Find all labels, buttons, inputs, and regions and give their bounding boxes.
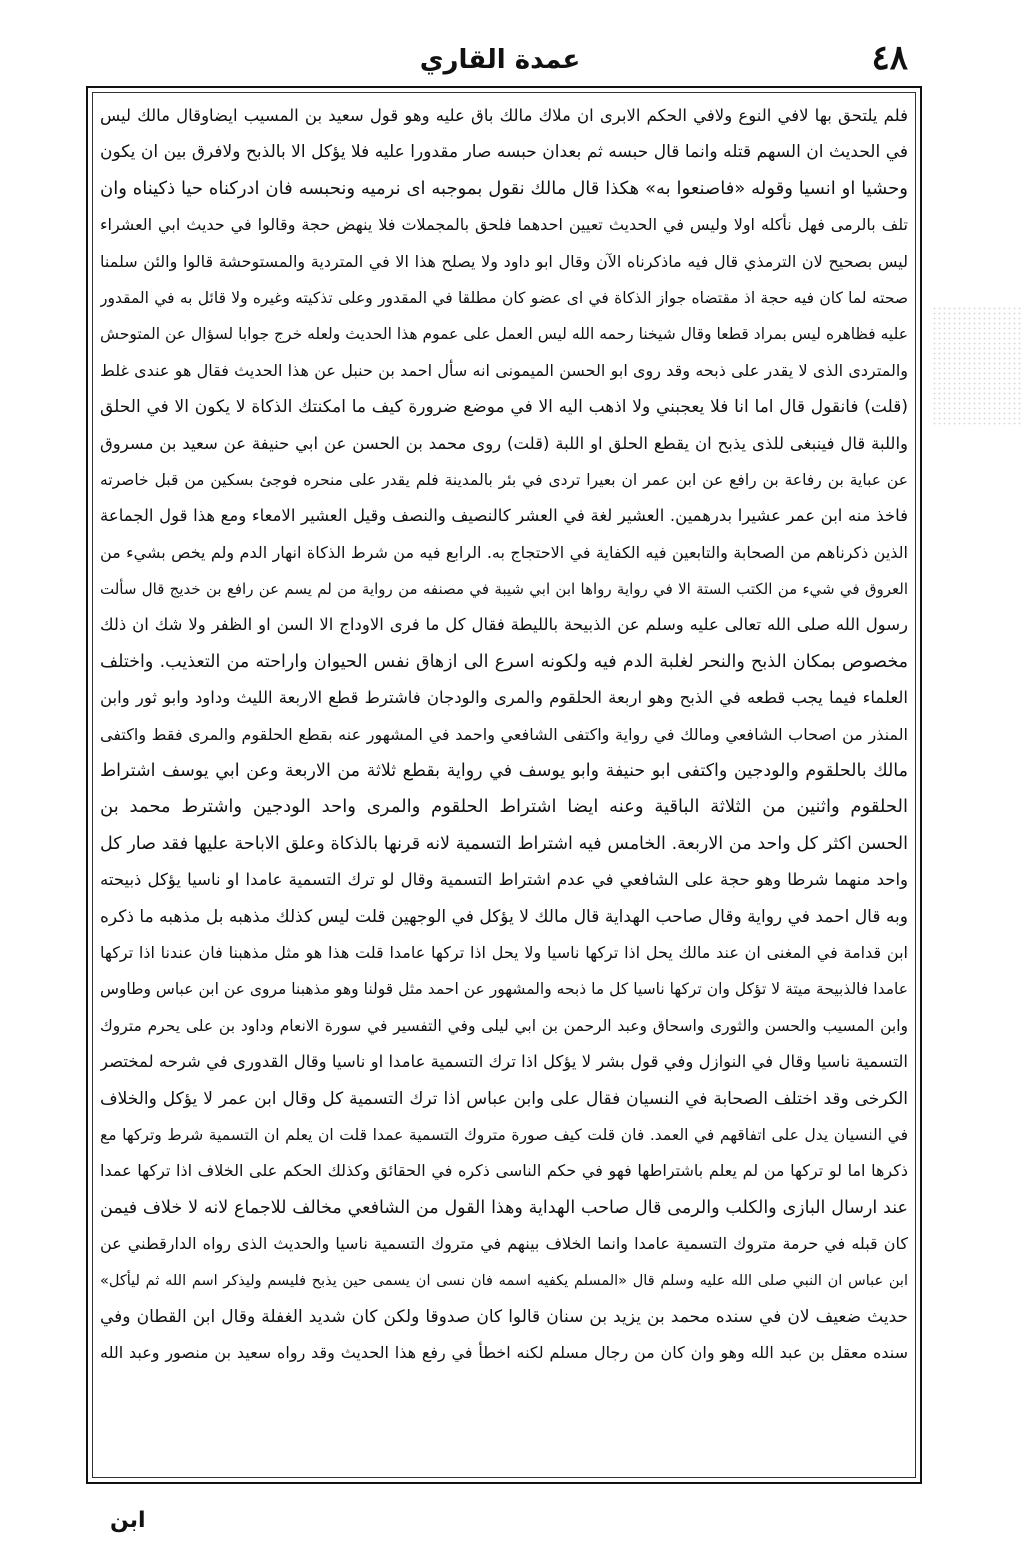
- text-line: عن عباية بن رفاعة بن رافع عن ابن عمر ان بعيرا تردى في بئر بالمدينة فلم يقدر على منحره فوجئ بسكين من قبل خاصرته: [100, 470, 908, 489]
- text-line: مخصوص بمكان الذبح والنحر لغلبة الدم فيه ولكونه اسرع الى ازهاق نفس الحيوان واراحته من التعذيب. واختلف: [100, 651, 908, 672]
- text-line: الكرخى وقد اختلف الصحابة في النسيان فقال على وابن عباس اذا ترك التسمية كل وقال ابن عمر لا يؤكل والخلاف: [100, 1088, 908, 1109]
- text-line: وحشيا او انسيا وقوله «فاصنعوا به» هكذا قال مالك نقول بموجبه اى نرميه ونحبسه فان ادركناه حيا ذكيناه وان: [100, 177, 908, 199]
- text-line: فلم يلتحق بها لافي النوع ولافي الحكم الابرى ان ملاك مالك باق عليه وهو قول سعيد بن المسيب ايضاوقال مالك ليس: [100, 106, 908, 125]
- running-title: عمدة القاري: [419, 45, 581, 75]
- text-line: التسمية ناسيا وقال في النوازل وفي قول بشر لا يؤكل اذا ترك التسمية عامدا او ناسيا وقال القدورى في شرحه لمختصر: [100, 1052, 908, 1072]
- text-line: الذين ذكرناهم من الصحابة والتابعين فيه الكفاية في الاحتجاج به. الرابع فيه من شرط الذكاة انهار الدم ولم يخص بشيء من: [100, 542, 908, 562]
- text-line: العروق في شيء من الكتب الستة الا في رواية رواها ابن ابي شيبة في مصنفه من رواية من لم يسم عن رافع بن خديج قال سألت: [100, 580, 908, 599]
- text-line: والمتردى الذى لا يقدر على ذبحه وقد روى ابو الحسن الميمونى انه سأل احمد بن حنبل عن هذا الحديث فقال هو عندى غلط: [100, 360, 908, 380]
- text-line: رسول الله صلى الله تعالى عليه وسلم عن الذبيحة بالليطة فقال كل ما فرى الاوداج الا السن او الظفر ولا شك ان ذلك: [100, 615, 908, 635]
- text-line: وبه قال احمد في رواية وقال صاحب الهداية قال مالك لا يؤكل في الوجهين قلت ليس كذلك مذهبه بل مذهبه ما ذكره: [100, 906, 908, 927]
- text-line: واحد منهما شرطا وهو حجة على الشافعي في عدم اشتراط التسمية وقال لو ترك التسمية عامدا او ناسيا يؤكل ذبيحته: [100, 870, 908, 890]
- text-line: المنذر من اصحاب الشافعي ومالك في رواية واكتفى الشافعي واحمد في المشهور عنه بقطع الحلقوم والمرى فقط واكتفى: [100, 724, 908, 744]
- text-line: مالك بالحلقوم والودجين واكتفى ابو حنيفة وابو يوسف في رواية بقطع ثلاثة من الاربعة وعن ابي يوسف اشتراط: [100, 761, 908, 782]
- text-line: ليس بصحيح لان الترمذي قال فيه ماذكرناه الآن وقال ابو داود ولا يصلح هذا الا في المتردية والمستوحشة قالوا والئن سلمنا: [100, 251, 908, 271]
- page-number: ٤٨: [871, 38, 908, 78]
- text-line: حديث ضعيف لان في سنده محمد بن يزيد بن سنان قالوا كان صدوقا ولكن كان شديد الغفلة وقال ابن القطان وفي: [100, 1306, 908, 1327]
- margin-scan-noise: [932, 306, 1022, 426]
- text-line: تلف بالرمى فهل نأكله اولا وليس في الحديث تعيين احدهما فلحق بالمجملات فلا ينهض حجة وقالوا في حديث ابي العشراء: [100, 215, 908, 235]
- catchword: ابن: [110, 1508, 146, 1533]
- page-header: [80, 28, 920, 88]
- text-line: ذكرها اما لو تركها من لم يعلم باشتراطها فهو في حكم الناسى ذكره في الحقائق وكذلك الحكم على الخلاف اذا تركها عمدا: [100, 1161, 908, 1181]
- text-line: عامدا فالذبيحة ميتة لا تؤكل وان تركها ناسيا كل ما ذبحه والمشهور عن احمد مثل قولنا وهو مذهبنا مروى عن ابن عباس وطاوس: [100, 980, 908, 999]
- text-line: في الحديث ان السهم قتله وانما قال حبسه ثم بعدان حبسه صار مقدورا عليه فلا يؤكل الا بالذبح ولافرق بين ان يكون: [100, 142, 908, 163]
- text-line: واللبة قال فينبغى للذى يذبح ان يقطع الحلق او اللبة (قلت) روى محمد بن الحسن عن ابي حنيفة عن سعيد بن مسروق: [100, 433, 908, 453]
- text-line: سنده معقل بن عبد الله وهو وان كان من رجال مسلم لكنه اخطأ في رفع هذا الحديث وقد رواه سعيد بن منصور وعبد الله: [100, 1343, 908, 1363]
- body-text: [100, 98, 908, 1372]
- text-line: ابن عباس ان النبي صلى الله عليه وسلم قال «المسلم يكفيه اسمه فان نسى ان يسمى حين يذبح فليسم وليذكر اسم الله ثم ليأكل»: [100, 1272, 908, 1289]
- text-line: فاخذ منه ابن عمر عشيرا بدرهمين. العشير لغة في العشر كالنصيف والنصف وقيل العشير الامعاء ومع هذا قول الجماعة: [100, 506, 908, 526]
- text-line: صحته لما كان فيه حجة اذ مقتضاه جواز الذكاة في اى عضو كان مطلقا في المقدور وعلى تذكيته وغيره ولا قائل به في المقدور: [100, 288, 908, 307]
- text-line: الحلقوم واثنين من الثلاثة الباقية وعنه ايضا اشتراط الحلقوم والمرى واحد الودجين واشترط محمد بن: [100, 796, 908, 818]
- text-line: العلماء فيما يجب قطعه في الذبح وهو اربعة الحلقوم والمرى والودجان فاشترط قطع الاربعة الليث وداود وابو ثور وابن: [100, 688, 908, 708]
- text-line: وابن المسيب والحسن والثورى واسحاق وعبد الرحمن بن ابي ليلى وفي التفسير في سورة الانعام وداود بن على يحرم متروك: [100, 1016, 908, 1035]
- text-line: في النسيان يدل على اتفاقهم في العمد. فان قلت كيف صورة متروك التسمية عمدا قلت ان يعلم ان التسمية شرط وتركها مع: [100, 1125, 908, 1144]
- text-line: (قلت) فانقول قال اما انا فلا يعجبني ولا اذهب اليه الا في موضع ضرورة كيف ما امكنتك الذكاة لا يكون الا في الحلق: [100, 397, 908, 418]
- text-line: ابن قدامة في المغنى ان عند مالك يحل اذا تركها ناسيا ولا يحل اذا تركها عامدا قلت هذا هو مثل مذهبنا فان عندنا اذا تركها: [100, 942, 908, 962]
- text-line: عليه فظاهره ليس بمراد قطعا وقال شيخنا رحمه الله ليس العمل على عموم هذا الحديث ولعله خرج جوابا لسؤال عن المتوحش: [100, 325, 908, 344]
- text-line: عند ارسال البازى والكلب والرمى قال صاحب الهداية وهذا القول من الشافعي مخالف للاجماع لانه لا خلاف فيمن: [100, 1197, 908, 1218]
- text-line: الحسن اكثر كل واحد من الاربعة. الخامس فيه اشتراط التسمية لانه قرنها بالذكاة وعلق الاباحة عليها فقد صار كل: [100, 833, 908, 854]
- text-line: كان قبله في حرمة متروك التسمية عامدا وانما الخلاف بينهم في متروك التسمية ناسيا والحديث الذى رواه الدارقطني عن: [100, 1234, 908, 1254]
